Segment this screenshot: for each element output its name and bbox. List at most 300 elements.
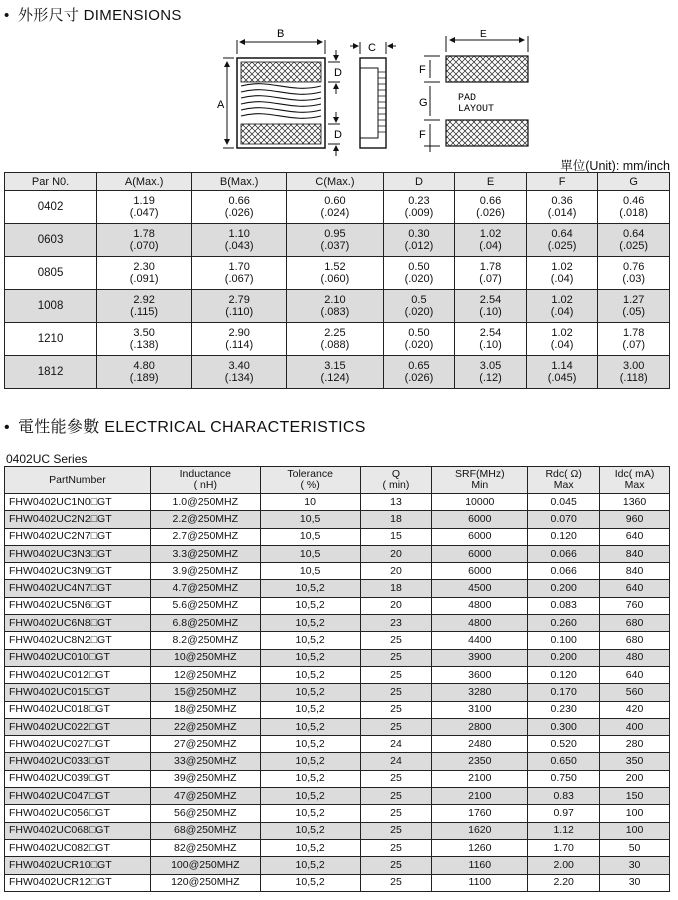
rdc-cell: 0.520 <box>528 736 600 753</box>
dimension-mm: 1.70 <box>228 261 250 273</box>
rdc-cell: 1.70 <box>528 839 600 856</box>
rdc-cell: 1.12 <box>528 822 600 839</box>
part-number-cell: 0402 <box>5 191 97 224</box>
dimension-mm: 2.25 <box>324 327 346 339</box>
dimension-inch: (.045) <box>547 372 577 384</box>
header-line: ( min) <box>382 479 410 491</box>
rdc-cell: 0.230 <box>528 701 600 718</box>
dimension-cell-d <box>383 323 455 356</box>
dimension-mm: 0.66 <box>228 195 250 207</box>
dimension-cell-e <box>455 191 527 224</box>
srf-cell: 2100 <box>432 788 528 805</box>
tolerance-cell: 10,5,2 <box>260 684 360 701</box>
srf-cell: 4800 <box>432 615 528 632</box>
srf-cell: 6000 <box>432 545 528 562</box>
dimension-cell-e <box>455 290 527 323</box>
dimension-inch: (.12) <box>479 372 502 384</box>
dimension-cell-g <box>598 290 670 323</box>
inductance-cell: 12@250MHZ <box>150 666 260 683</box>
dimension-inch: (.026) <box>224 207 254 219</box>
tolerance-cell: 10,5,2 <box>260 822 360 839</box>
label-g: G <box>419 97 428 109</box>
inductance-cell: 18@250MHZ <box>150 701 260 718</box>
rdc-cell: 0.100 <box>528 632 600 649</box>
dimension-inch: (.091) <box>129 273 159 285</box>
unit-note: 單位(Unit): mm/inch <box>560 159 670 173</box>
idc-cell: 30 <box>600 857 670 874</box>
part-number-cell: 0603 <box>5 224 97 257</box>
part-number-cell: FHW0402UC2N2□GT <box>5 511 151 528</box>
header-line: Idc( mA) <box>614 468 655 480</box>
electrical-row <box>5 666 670 683</box>
inductance-cell: 82@250MHZ <box>150 839 260 856</box>
idc-cell: 640 <box>600 580 670 597</box>
dimension-inch: (.026) <box>476 207 505 219</box>
dimension-cell-c <box>287 224 383 257</box>
dimension-cell-d <box>383 257 455 290</box>
part-number-cell: FHW0402UC027□GT <box>5 736 151 753</box>
header-line: PartNumber <box>49 473 106 486</box>
dimensions-header-row <box>5 173 670 191</box>
q-min-cell: 20 <box>360 563 432 580</box>
dimensions-header-cell: A(Max.) <box>97 173 192 191</box>
rdc-cell: 0.97 <box>528 805 600 822</box>
dimensions-header-cell: F <box>526 173 598 191</box>
tolerance-cell: 10,5,2 <box>260 874 360 891</box>
label-f-bottom: F <box>419 129 426 141</box>
srf-cell: 2800 <box>432 718 528 735</box>
electrical-row <box>5 563 670 580</box>
q-min-cell: 25 <box>360 649 432 666</box>
idc-cell: 560 <box>600 684 670 701</box>
rdc-cell: 0.200 <box>528 649 600 666</box>
label-b: B <box>277 28 285 40</box>
dimension-inch: (.026) <box>404 372 434 384</box>
dimension-drawing <box>210 20 540 156</box>
q-min-cell: 18 <box>360 580 432 597</box>
dimensions-header-cell: C(Max.) <box>287 173 383 191</box>
dimension-inch: (.114) <box>225 339 254 351</box>
dimensions-header-cell: Par N0. <box>5 173 97 191</box>
dimension-mm: 0.23 <box>408 195 430 207</box>
pad-label: PAD <box>458 93 477 104</box>
rdc-cell: 0.120 <box>528 528 600 545</box>
dimension-mm: 2.54 <box>479 294 502 306</box>
dimension-inch: (.07) <box>479 273 502 285</box>
inductance-cell: 120@250MHZ <box>150 874 260 891</box>
part-number-cell: FHW0402UC8N2□GT <box>5 632 151 649</box>
tolerance-cell: 10,5,2 <box>260 736 360 753</box>
part-number-cell: FHW0402UC033□GT <box>5 753 151 770</box>
idc-cell: 100 <box>600 805 670 822</box>
idc-cell: 50 <box>600 839 670 856</box>
q-min-cell: 24 <box>360 753 432 770</box>
electrical-row <box>5 580 670 597</box>
srf-cell: 1260 <box>432 839 528 856</box>
electrical-header-cell <box>432 467 528 494</box>
inductance-cell: 22@250MHZ <box>150 718 260 735</box>
dimension-cell-f <box>526 323 598 356</box>
srf-cell: 2100 <box>432 770 528 787</box>
srf-cell: 1160 <box>432 857 528 874</box>
idc-cell: 400 <box>600 718 670 735</box>
electrical-row <box>5 736 670 753</box>
dimension-cell-c <box>287 356 383 389</box>
dimension-cell-a <box>97 224 192 257</box>
dimension-inch: (.05) <box>622 306 645 318</box>
srf-cell: 3900 <box>432 649 528 666</box>
dimension-inch: (.047) <box>129 207 159 219</box>
part-number-cell: FHW0402UC068□GT <box>5 822 151 839</box>
dimension-cell-f <box>526 224 598 257</box>
dimension-mm: 0.65 <box>408 360 430 372</box>
idc-cell: 1360 <box>600 494 670 511</box>
rdc-cell: 0.300 <box>528 718 600 735</box>
electrical-row <box>5 597 670 614</box>
idc-cell: 760 <box>600 597 670 614</box>
tolerance-cell: 10,5,2 <box>260 770 360 787</box>
q-min-cell: 25 <box>360 770 432 787</box>
dimension-cell-f <box>526 356 598 389</box>
q-min-cell: 25 <box>360 666 432 683</box>
idc-cell: 100 <box>600 822 670 839</box>
rdc-cell: 2.20 <box>528 874 600 891</box>
electrical-header-row <box>5 467 670 494</box>
idc-cell: 150 <box>600 788 670 805</box>
dimensions-row <box>5 323 670 356</box>
dimension-inch: (.070) <box>129 240 159 252</box>
part-number-cell: FHW0402UCR12□GT <box>5 874 151 891</box>
dimension-cell-a <box>97 257 192 290</box>
inductance-cell: 3.3@250MHZ <box>150 545 260 562</box>
electrical-row <box>5 857 670 874</box>
electrical-row <box>5 788 670 805</box>
q-min-cell: 23 <box>360 615 432 632</box>
tolerance-cell: 10,5,2 <box>260 805 360 822</box>
dimension-inch: (.067) <box>224 273 254 285</box>
dimension-cell-f <box>526 290 598 323</box>
tolerance-cell: 10,5,2 <box>260 666 360 683</box>
layout-label: LAYOUT <box>458 104 495 115</box>
dimension-cell-c <box>287 191 383 224</box>
inductance-cell: 68@250MHZ <box>150 822 260 839</box>
tolerance-cell: 10,5 <box>260 511 360 528</box>
dimension-mm: 0.95 <box>324 228 346 240</box>
dimension-mm: 2.90 <box>228 327 250 339</box>
dimension-mm: 1.78 <box>622 327 645 339</box>
part-number-cell: FHW0402UC6N8□GT <box>5 615 151 632</box>
srf-cell: 2350 <box>432 753 528 770</box>
dimension-mm: 3.15 <box>324 360 346 372</box>
dimension-mm: 3.00 <box>622 360 645 372</box>
dimensions-row <box>5 290 670 323</box>
rdc-cell: 0.260 <box>528 615 600 632</box>
dimension-inch: (.020) <box>404 306 434 318</box>
dimension-inch: (.04) <box>479 240 502 252</box>
inductance-cell: 10@250MHZ <box>150 649 260 666</box>
inductance-cell: 5.6@250MHZ <box>150 597 260 614</box>
dimension-mm: 0.46 <box>622 195 645 207</box>
dimension-cell-a <box>97 323 192 356</box>
dimension-mm: 0.50 <box>408 327 430 339</box>
tolerance-cell: 10,5,2 <box>260 632 360 649</box>
tolerance-cell: 10,5 <box>260 528 360 545</box>
q-min-cell: 25 <box>360 805 432 822</box>
idc-cell: 480 <box>600 649 670 666</box>
srf-cell: 1760 <box>432 805 528 822</box>
q-min-cell: 20 <box>360 545 432 562</box>
dimension-cell-f <box>526 191 598 224</box>
dimensions-header-cell: B(Max.) <box>192 173 287 191</box>
dimension-mm: 0.60 <box>324 195 346 207</box>
idc-cell: 840 <box>600 563 670 580</box>
tolerance-cell: 10,5,2 <box>260 788 360 805</box>
electrical-header-cell <box>528 467 600 494</box>
srf-cell: 1100 <box>432 874 528 891</box>
header-line: Tolerance <box>287 468 333 480</box>
idc-cell: 680 <box>600 615 670 632</box>
dimension-mm: 0.64 <box>551 228 573 240</box>
dimension-cell-f <box>526 257 598 290</box>
dimension-inch: (.138) <box>129 339 159 351</box>
dimension-inch: (.083) <box>320 306 350 318</box>
electrical-header-cell <box>150 467 260 494</box>
part-number-cell: FHW0402UC012□GT <box>5 666 151 683</box>
dimension-cell-d <box>383 290 455 323</box>
dimension-cell-c <box>287 257 383 290</box>
dimension-cell-e <box>455 323 527 356</box>
dimension-mm: 1.02 <box>551 261 573 273</box>
part-number-cell: FHW0402UC039□GT <box>5 770 151 787</box>
label-e: E <box>480 29 487 40</box>
header-line: Q <box>391 468 401 480</box>
electrical-header-cell <box>260 467 360 494</box>
tolerance-cell: 10,5 <box>260 545 360 562</box>
electrical-row <box>5 632 670 649</box>
srf-cell: 3100 <box>432 701 528 718</box>
electrical-row <box>5 649 670 666</box>
dimension-mm: 0.76 <box>622 261 645 273</box>
header-line: ( %) <box>300 479 320 491</box>
dimension-cell-g <box>598 191 670 224</box>
dimension-cell-g <box>598 356 670 389</box>
label-f-top: F <box>419 64 426 76</box>
dimension-inch: (.012) <box>404 240 434 252</box>
inductance-cell: 15@250MHZ <box>150 684 260 701</box>
inductance-cell: 39@250MHZ <box>150 770 260 787</box>
inductance-cell: 47@250MHZ <box>150 788 260 805</box>
srf-cell: 1620 <box>432 822 528 839</box>
header-line: Inductance <box>179 468 231 480</box>
q-min-cell: 25 <box>360 857 432 874</box>
idc-cell: 350 <box>600 753 670 770</box>
label-a: A <box>217 99 225 111</box>
dimension-inch: (.10) <box>479 306 502 318</box>
electrical-table <box>4 466 670 892</box>
dimension-mm: 1.52 <box>324 261 346 273</box>
dimension-inch: (.014) <box>547 207 577 219</box>
tolerance-cell: 10 <box>260 494 360 511</box>
rdc-cell: 0.045 <box>528 494 600 511</box>
electrical-row <box>5 839 670 856</box>
dimension-inch: (.088) <box>320 339 350 351</box>
dimension-mm: 2.92 <box>133 294 155 306</box>
rdc-cell: 0.083 <box>528 597 600 614</box>
dimension-mm: 0.66 <box>479 195 502 207</box>
dimension-mm: 1.02 <box>551 327 573 339</box>
dimension-cell-e <box>455 257 527 290</box>
inductance-cell: 6.8@250MHZ <box>150 615 260 632</box>
dimension-mm: 1.27 <box>622 294 645 306</box>
electrical-row <box>5 701 670 718</box>
dimension-cell-b <box>192 191 287 224</box>
dimensions-title: • 外形尺寸 DIMENSIONS <box>4 7 182 24</box>
dimension-cell-a <box>97 356 192 389</box>
dimension-cell-e <box>455 356 527 389</box>
idc-cell: 840 <box>600 545 670 562</box>
dimension-mm: 0.64 <box>622 228 645 240</box>
inductance-cell: 8.2@250MHZ <box>150 632 260 649</box>
dimension-mm: 3.40 <box>228 360 250 372</box>
electrical-header-cell <box>360 467 432 494</box>
dimension-inch: (.118) <box>619 372 648 384</box>
header-line: ( nH) <box>193 479 217 491</box>
rdc-cell: 0.83 <box>528 788 600 805</box>
idc-cell: 30 <box>600 874 670 891</box>
dimension-cell-d <box>383 356 455 389</box>
electrical-title: • 電性能參數 ELECTRICAL CHARACTERISTICS <box>4 419 366 436</box>
tolerance-cell: 10,5,2 <box>260 597 360 614</box>
part-number-cell: FHW0402UC018□GT <box>5 701 151 718</box>
srf-cell: 3280 <box>432 684 528 701</box>
idc-cell: 680 <box>600 632 670 649</box>
dimension-cell-b <box>192 356 287 389</box>
dimension-inch: (.115) <box>130 306 159 318</box>
header-line: SRF(MHz) <box>455 468 505 480</box>
electrical-row <box>5 545 670 562</box>
dimensions-row <box>5 191 670 224</box>
inductance-cell: 2.7@250MHZ <box>150 528 260 545</box>
part-number-cell: 1008 <box>5 290 97 323</box>
srf-cell: 6000 <box>432 511 528 528</box>
idc-cell: 960 <box>600 511 670 528</box>
rdc-cell: 0.200 <box>528 580 600 597</box>
dimension-mm: 2.54 <box>479 327 502 339</box>
electrical-row <box>5 511 670 528</box>
rdc-cell: 0.066 <box>528 563 600 580</box>
rdc-cell: 0.066 <box>528 545 600 562</box>
dimension-cell-g <box>598 224 670 257</box>
tolerance-cell: 10,5,2 <box>260 839 360 856</box>
dimension-inch: (.10) <box>479 339 502 351</box>
idc-cell: 280 <box>600 736 670 753</box>
dimension-inch: (.020) <box>404 339 434 351</box>
tolerance-cell: 10,5,2 <box>260 718 360 735</box>
part-number-cell: FHW0402UC1N0□GT <box>5 494 151 511</box>
dimension-inch: (.060) <box>320 273 350 285</box>
dimensions-row <box>5 257 670 290</box>
inductance-cell: 2.2@250MHZ <box>150 511 260 528</box>
dimension-mm: 1.10 <box>228 228 250 240</box>
dimension-mm: 2.30 <box>133 261 155 273</box>
electrical-row <box>5 528 670 545</box>
bullet-icon: • <box>4 7 10 24</box>
dimension-mm: 1.02 <box>551 294 573 306</box>
label-d-bottom: D <box>334 129 342 141</box>
srf-cell: 4400 <box>432 632 528 649</box>
q-min-cell: 18 <box>360 511 432 528</box>
dimension-mm: 2.79 <box>228 294 250 306</box>
dimension-cell-e <box>455 224 527 257</box>
dimension-mm: 0.5 <box>411 294 427 306</box>
dimension-inch: (.04) <box>550 339 574 351</box>
dimension-mm: 0.50 <box>408 261 430 273</box>
rdc-cell: 0.170 <box>528 684 600 701</box>
part-number-cell: FHW0402UC5N6□GT <box>5 597 151 614</box>
dimension-inch: (.018) <box>619 207 649 219</box>
dimension-inch: (.037) <box>320 240 350 252</box>
dimension-mm: 0.36 <box>551 195 573 207</box>
dimensions-header-cell: D <box>383 173 455 191</box>
dimension-mm: 3.05 <box>479 360 502 372</box>
tolerance-cell: 10,5,2 <box>260 701 360 718</box>
part-number-cell: FHW0402UC010□GT <box>5 649 151 666</box>
header-line: Max <box>553 479 574 491</box>
part-number-cell: FHW0402UC3N3□GT <box>5 545 151 562</box>
inductance-cell: 27@250MHZ <box>150 736 260 753</box>
inductance-cell: 4.7@250MHZ <box>150 580 260 597</box>
rdc-cell: 0.750 <box>528 770 600 787</box>
srf-cell: 3600 <box>432 666 528 683</box>
q-min-cell: 25 <box>360 874 432 891</box>
inductance-cell: 1.0@250MHZ <box>150 494 260 511</box>
dimension-mm: 1.02 <box>479 228 502 240</box>
part-number-cell: 1210 <box>5 323 97 356</box>
q-min-cell: 25 <box>360 788 432 805</box>
q-min-cell: 25 <box>360 718 432 735</box>
q-min-cell: 20 <box>360 597 432 614</box>
tolerance-cell: 10,5,2 <box>260 753 360 770</box>
dimension-cell-b <box>192 323 287 356</box>
dimension-mm: 0.30 <box>408 228 430 240</box>
part-number-cell: 1812 <box>5 356 97 389</box>
dimension-cell-c <box>287 290 383 323</box>
q-min-cell: 15 <box>360 528 432 545</box>
electrical-row <box>5 718 670 735</box>
dimension-cell-g <box>598 323 670 356</box>
electrical-row <box>5 805 670 822</box>
dimension-inch: (.124) <box>320 372 350 384</box>
idc-cell: 640 <box>600 666 670 683</box>
idc-cell: 200 <box>600 770 670 787</box>
dimension-cell-d <box>383 191 455 224</box>
q-min-cell: 25 <box>360 632 432 649</box>
series-label: 0402UC Series <box>6 452 88 466</box>
srf-cell: 2480 <box>432 736 528 753</box>
dimension-cell-b <box>192 224 287 257</box>
dimension-inch: (.024) <box>320 207 350 219</box>
dimension-mm: 2.10 <box>324 294 346 306</box>
q-min-cell: 25 <box>360 839 432 856</box>
electrical-row <box>5 822 670 839</box>
dimension-cell-a <box>97 290 192 323</box>
dimension-inch: (.04) <box>550 273 574 285</box>
header-line: Rdc( Ω) <box>545 468 582 480</box>
srf-cell: 4800 <box>432 597 528 614</box>
srf-cell: 10000 <box>432 494 528 511</box>
dimension-inch: (.043) <box>224 240 254 252</box>
component-top-view <box>237 58 325 148</box>
